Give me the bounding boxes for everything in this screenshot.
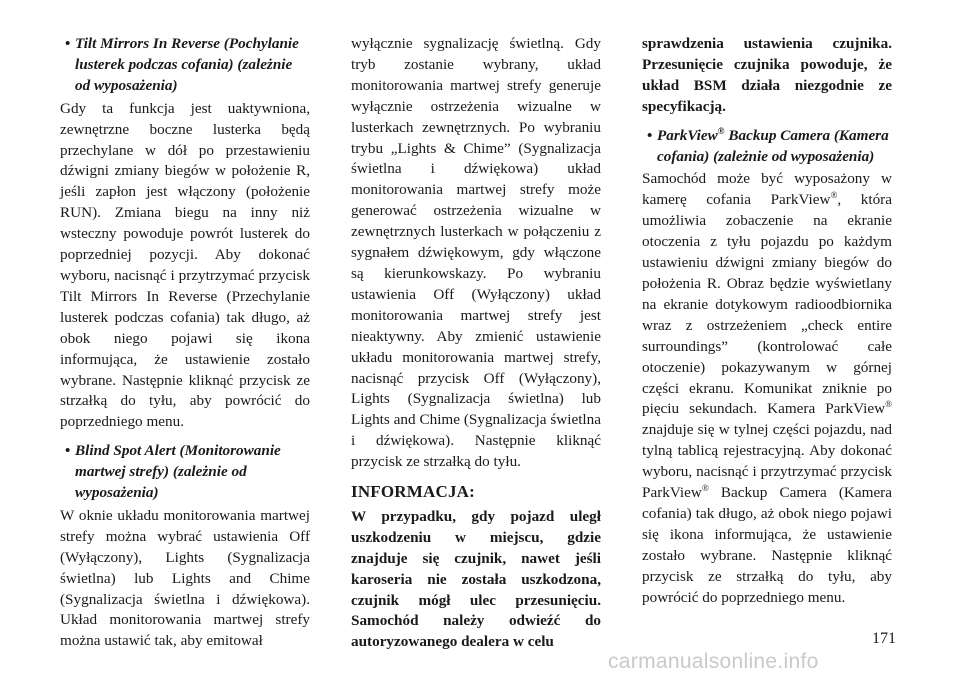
bullet-title-text-b: Backup Camera (Kamera cofania) (zależnie od wyposażenia): [657, 126, 889, 165]
bullet-dot: •: [647, 126, 653, 144]
page-number: 171: [872, 630, 896, 647]
watermark: carmanualsonline.info: [608, 650, 819, 673]
paragraph-part: Samochód może być wyposażony w kamerę cofania ParkView: [642, 170, 892, 209]
bullet-heading-blind-spot: [60, 441, 310, 504]
note-heading: INFORMACJA:: [351, 482, 476, 502]
registered-mark: ®: [885, 399, 892, 410]
paragraph-parkview: [642, 169, 892, 608]
bullet-heading-parkview: [642, 126, 892, 168]
note-paragraph-cont: sprawdzenia ustawienia czujnika. Przesunięcie czujnika powoduje, że układ BSM działa niezgodnie ze specyfikacją.: [642, 35, 892, 115]
paragraph-blind-spot: W oknie układu monitorowania martwej strefy można wybrać ustawienia Off (Wyłączony), Lights (Sygnalizacja świetlna) lub Lights and Chime (Sygnalizacja świetlna i dźwiękowa). Układ monitorowania martwej strefy można ustawić tak, aby emitował: [60, 506, 310, 650]
paragraph-blind-spot-cont: wyłącznie sygnalizację świetlną. Gdy tryb zostanie wybrany, układ monitorowania martwej strefy generuje wyłącznie ostrzeżenia wizualne w lusterkach zewnętrznych. Po wybraniu trybu „Lights & Chime” (Sygnalizacja świetlna i dźwiękowa) układ monitorowania martwej strefy może generować ostrzeżenia wizualne w zewnętrznych lusterkach w połączeniu z sygnałem dźwiękowym, gdy włączone są kierunkowskazy. Po wybraniu ustawienia Off (Wyłączony) układ monitorowania martwej strefy jest nieaktywny. Aby zmienić ustawienie układu monitorowania martwej strefy, nacisnąć przycisk Off (Wyłączony), Lights (Sygnalizacja świetlna) lub Lights and Chime (Sygnalizacja świetlna i dźwiękowa). Następnie kliknąć przycisk ze strzałką do tyłu.: [351, 35, 601, 471]
paragraph-tilt-mirrors: Gdy ta funkcja jest uaktywniona, zewnętrzne boczne lusterka będą przechylane w dół po przestawieniu dźwigni zmiany biegów w położenie R, jeśli zapłon jest włączony (położenie RUN). Zmiana biegu na inny niż wsteczny powoduje powrót lusterek do poprzedniej pozycji. Aby dokonać wyboru, nacisnąć i przytrzymać przycisk Tilt Mirrors In Reverse (Przechylanie lusterek podczas cofania) tak długo, aż obok niego pojawi się ikona informująca, że ustawienie zostało wybrane. Następnie kliknąć przycisk ze strzałką do tyłu, aby powrócić do poprzedniego menu.: [60, 99, 310, 431]
paragraph-part: , która umożliwia zobaczenie na ekranie otoczenia z tyłu pojazdu po każdym ustawieniu dźwigni zmiany biegów do położenia R. Obraz będzie wyświetlany na ekranie dotykowym radioodbiornika wraz z ostrzeżeniem „check entire surroundings” (kontrolować całe otoczenie) pokazywanym w górnej części ekranu. Komunikat zniknie po pięciu sekundach. Kamera ParkView: [642, 191, 892, 418]
registered-mark: ®: [717, 125, 725, 136]
registered-mark: ®: [830, 190, 838, 201]
bullet-heading-tilt-mirrors: [60, 34, 310, 97]
paragraph-part: Backup Camera (Kamera cofania) tak długo, aż obok niego pojawi się ikona informująca, że ustawienie zostało wybrane. Następnie kliknąć przycisk ze strzałką do tyłu, aby powrócić do poprzedniego menu.: [642, 484, 892, 606]
text-column-3: [642, 34, 892, 608]
text-column-2: [351, 34, 601, 653]
bullet-dot: •: [65, 442, 71, 460]
text-column-1: [60, 34, 310, 652]
note-paragraph: W przypadku, gdy pojazd uległ uszkodzeniu w miejscu, gdzie znajduje się czujnik, nawet jeśli karoseria nie została uszkodzona, czujnik mógł ulec przesunięciu. Samochód należy odwieźć do autoryzowanego dealera w celu: [351, 507, 601, 651]
bullet-dot: •: [65, 35, 71, 52]
bullet-title-text: Tilt Mirrors In Reverse (Pochylanie lusterek podczas cofania) (zależnie od wyposażenia): [75, 35, 299, 94]
paragraph-part: znajduje się w tylnej części pojazdu, nad tylną tablicą rejestracyjną. Aby dokonać wyboru, nacisnąć i przytrzymać przycisk ParkView: [642, 421, 892, 502]
bullet-title-text-a: ParkView: [657, 126, 718, 144]
bullet-title-text: Blind Spot Alert (Monitorowanie martwej strefy) (zależnie od wyposażenia): [75, 442, 281, 502]
registered-mark: ®: [701, 482, 709, 493]
